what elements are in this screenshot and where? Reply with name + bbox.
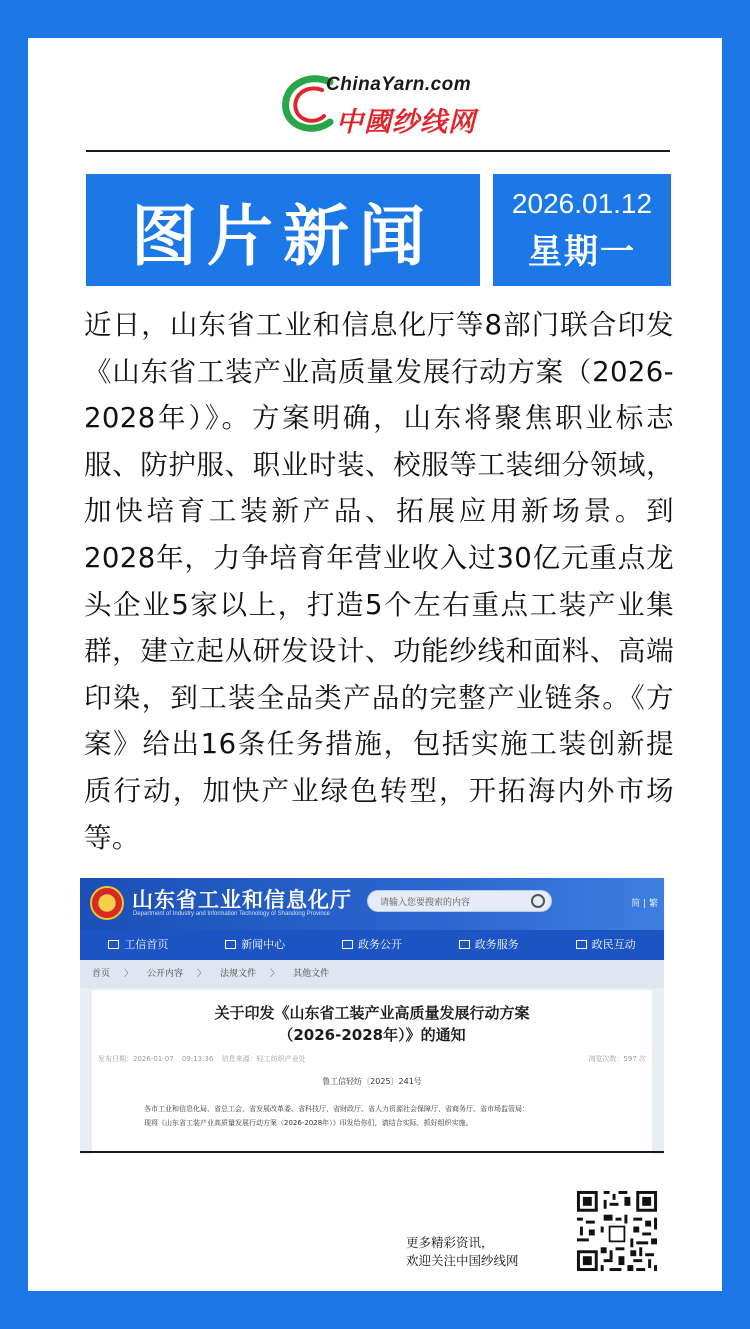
- brand-name-en: ChinaYarn.com: [326, 74, 472, 95]
- news-icon: [225, 940, 236, 949]
- site-nav-item: 政务服务: [430, 930, 547, 960]
- publish-date: 2026.01.12: [511, 188, 653, 219]
- site-breadcrumb: 首页 〉 公开内容 〉 法规文件 〉 其他文件: [80, 960, 664, 988]
- site-nav: [80, 930, 664, 960]
- embedded-webpage-screenshot: [80, 878, 664, 1154]
- news-card: [28, 38, 722, 1291]
- home-icon: [108, 940, 119, 949]
- qr-code-graphic: [574, 1188, 660, 1274]
- site-subtitle: Department of Industry and Information Technology of Shandong Province: [133, 911, 331, 917]
- follow-prompt: 更多精彩资讯， 欢迎关注中国纱线网: [406, 1235, 519, 1268]
- publish-weekday: 星期一: [528, 232, 636, 272]
- emblem-icon: [90, 886, 124, 920]
- top-divider: [86, 150, 670, 152]
- site-search-box: [367, 890, 552, 912]
- brand-logo[interactable]: [278, 70, 538, 140]
- site-search-placeholder: 请输入您要搜索的内容: [380, 898, 471, 908]
- document-title: 关于印发《山东省工装产业高质量发展行动方案 （2026-2028年）》的通知: [214, 1004, 530, 1044]
- document-number: 鲁工信轻纺〔2025〕241号: [322, 1077, 422, 1086]
- site-header: [80, 878, 664, 930]
- brand-name-cn: 中國纱线网: [336, 107, 476, 138]
- site-nav-item: 工信首页: [80, 930, 197, 960]
- site-language-switch: 简 | 繁: [631, 899, 658, 909]
- document-views: 浏览次数：597 次: [588, 1055, 646, 1063]
- site-nav-item: 新闻中心: [197, 930, 314, 960]
- document-text: 现将《山东省工装产业高质量发展行动方案（2026-2028年）》印发给你们，请结合实际，抓好组织实施。: [144, 1119, 473, 1127]
- site-nav-item: 政民互动: [547, 930, 664, 960]
- section-title-band: [86, 174, 480, 286]
- service-icon: [459, 940, 470, 949]
- site-document: [92, 990, 652, 1154]
- search-icon: [531, 894, 545, 908]
- qr-code-icon[interactable]: [574, 1188, 660, 1274]
- document-meta: 发布日期：2026-01-07 09:13:36 信息来源：轻工纺织产业处: [98, 1055, 306, 1063]
- section-title: 图片新闻: [131, 197, 435, 275]
- interaction-icon: [576, 940, 587, 949]
- document-text: 各市工业和信息化局、省总工会、省发展改革委、省科技厅、省财政厅、省人力资源社会保障厅、省商务厅、省市场监管局：: [144, 1105, 529, 1113]
- public-info-icon: [342, 940, 353, 949]
- bottom-divider: [80, 1151, 664, 1153]
- site-nav-item: 政务公开: [314, 930, 431, 960]
- article-body: 近日，山东省工业和信息化厅等8部门联合印发《山东省工装产业高质量发展行动方案（2026-2028年）》。方案明确，山东将聚焦职业标志服、防护服、职业时装、校服等工装细分领域，加快培育工装新产品、拓展应用新场景。到2028年，力争培育年营业收入过30亿元重点龙头企业5家以上，打造5个左右重点工装产业集群，建立起从研发设计、功能纱线和面料、高端印染，到工装全品类产品的完整产业链条。《方案》给出16条任务措施，包括实施工装创新提质行动，加快产业绿色转型，开拓海内外市场等。: [84, 309, 674, 854]
- site-name: 山东省工业和信息化厅: [132, 888, 352, 912]
- date-band: [493, 174, 671, 286]
